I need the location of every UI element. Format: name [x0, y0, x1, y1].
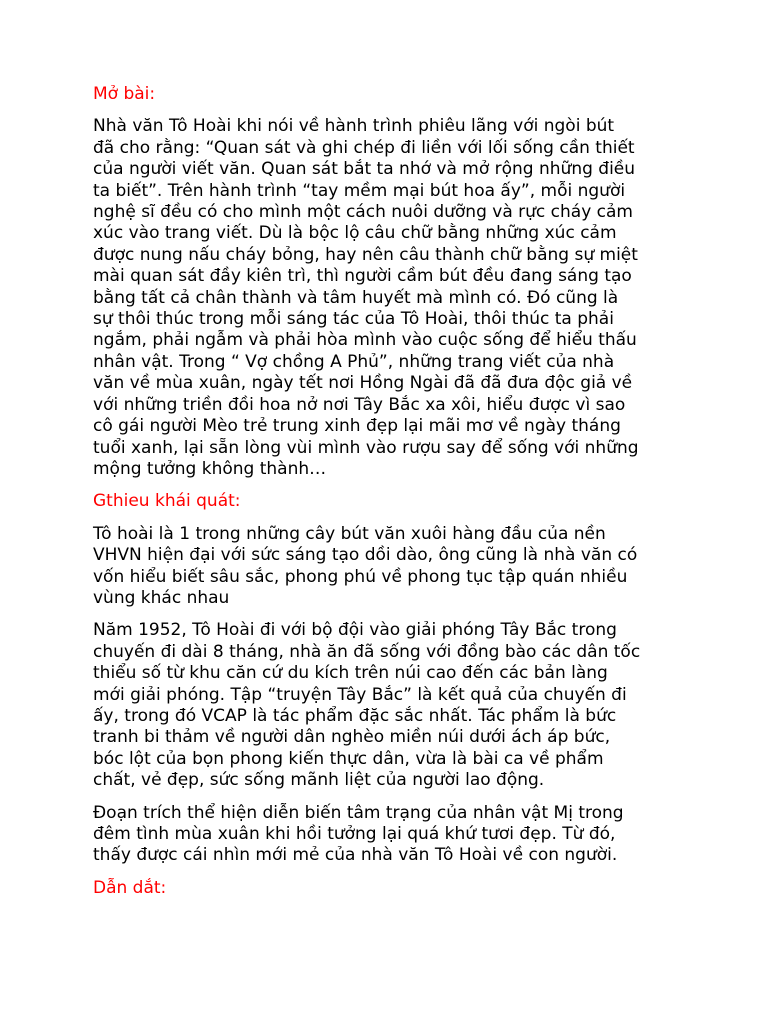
text-line: mộng tưởng không thành… [93, 458, 327, 479]
text-line: tuổi xanh, lại sẵn lòng vùi mình vào rượu say để sống với những [93, 437, 639, 458]
text-line: đã cho rằng: “Quan sát và ghi chép đi liền với lối sống cần thiết [93, 137, 635, 158]
text-line: xúc vào trang viết. Dù là bộc lộ câu chữ bằng những xúc cảm [93, 223, 617, 244]
text-line: bằng tất cả chân thành và tâm huyết mà mình có. Đó cũng là [93, 287, 619, 308]
text-line: nghệ sĩ đều có cho mình một cách nuôi dưỡng và rực cháy cảm [93, 202, 633, 223]
text-line: nhân vật. Trong “ Vợ chồng A Phủ”, những trang viết của nhà [93, 351, 615, 372]
text-line: ấy, trong đó VCAP là tác phẩm đặc sắc nhất. Tác phẩm là bức [93, 705, 617, 726]
text-line: Đoạn trích thể hiện diễn biến tâm trạng của nhân vật Mị trong [93, 802, 624, 823]
paragraph [93, 116, 683, 480]
text-line: Tô hoài là 1 trong những cây bút văn xuôi hàng đầu của nền [93, 523, 606, 544]
text-line: ta biết”. Trên hành trình “tay mềm mại bút hoa ấy”, mỗi người [93, 180, 626, 201]
text-line: tranh bi thảm về người dân nghèo miền núi dưới ách áp bức, [93, 727, 611, 748]
text-line: vùng khác nhau [93, 587, 230, 608]
text-line: vốn hiểu biết sâu sắc, phong phú về phong tục tập quán nhiều [93, 566, 628, 587]
text-line: ngắm, phải ngẫm và phải hòa mình vào cuộc sống để hiểu thấu [93, 330, 637, 351]
text-line: chất, vẻ đẹp, sức sống mãnh liệt của người lao động. [93, 770, 545, 791]
text-line: cô gái người Mèo trẻ trung xinh đẹp lại mãi mơ về ngày tháng [93, 416, 621, 437]
text-line: được nung nấu cháy bỏng, hay nên câu thành chữ bằng sự miệt [93, 244, 638, 265]
text-line: mài quan sát đầy kiên trì, thì người cầm bút đều đang sáng tạo [93, 266, 632, 287]
paragraph [93, 524, 683, 610]
paragraph [93, 803, 683, 867]
section-heading: Mở bài: [93, 84, 156, 104]
text-line: chuyến đi dài 8 tháng, nhà ăn đã sống với đồng bào các dân tốc [93, 641, 641, 662]
text-line: VHVN hiện đại với sức sáng tạo dồi dào, ông cũng là nhà văn có [93, 545, 638, 566]
section-heading: Gthieu khái quát: [93, 491, 241, 512]
text-line: sự thôi thúc trong mỗi sáng tác của Tô Hoài, thôi thúc ta phải [93, 309, 614, 330]
document-page [93, 84, 683, 910]
text-line: mới giải phóng. Tập “truyện Tây Bắc” là kết quả của chuyến đi [93, 684, 627, 705]
paragraph [93, 620, 683, 791]
text-line: thiểu số từ khu căn cứ du kích trên núi cao đến các bản làng [93, 663, 608, 684]
text-line: văn về mùa xuân, ngày tết nơi Hồng Ngài đã đã đưa độc giả về [93, 373, 633, 394]
section-heading: Dẫn dắt: [93, 877, 167, 898]
text-line: thấy được cái nhìn mới mẻ của nhà văn Tô Hoài về con người. [93, 845, 618, 866]
text-line: với những triền đồi hoa nở nơi Tây Bắc xa xôi, hiểu được vì sao [93, 394, 626, 415]
text-line: bóc lột của bọn phong kiến thực dân, vừa là bài ca về phẩm [93, 748, 604, 769]
text-line: đêm tình mùa xuân khi hồi tưởng lại quá khứ tươi đẹp. Từ đó, [93, 824, 616, 844]
text-line: của người viết văn. Quan sát bắt ta nhớ và mở rộng những điều [93, 159, 636, 180]
text-line: Năm 1952, Tô Hoài đi với bộ đội vào giải phóng Tây Bắc trong [93, 620, 617, 641]
text-line: Nhà văn Tô Hoài khi nói về hành trình phiêu lãng với ngòi bút [93, 116, 615, 137]
